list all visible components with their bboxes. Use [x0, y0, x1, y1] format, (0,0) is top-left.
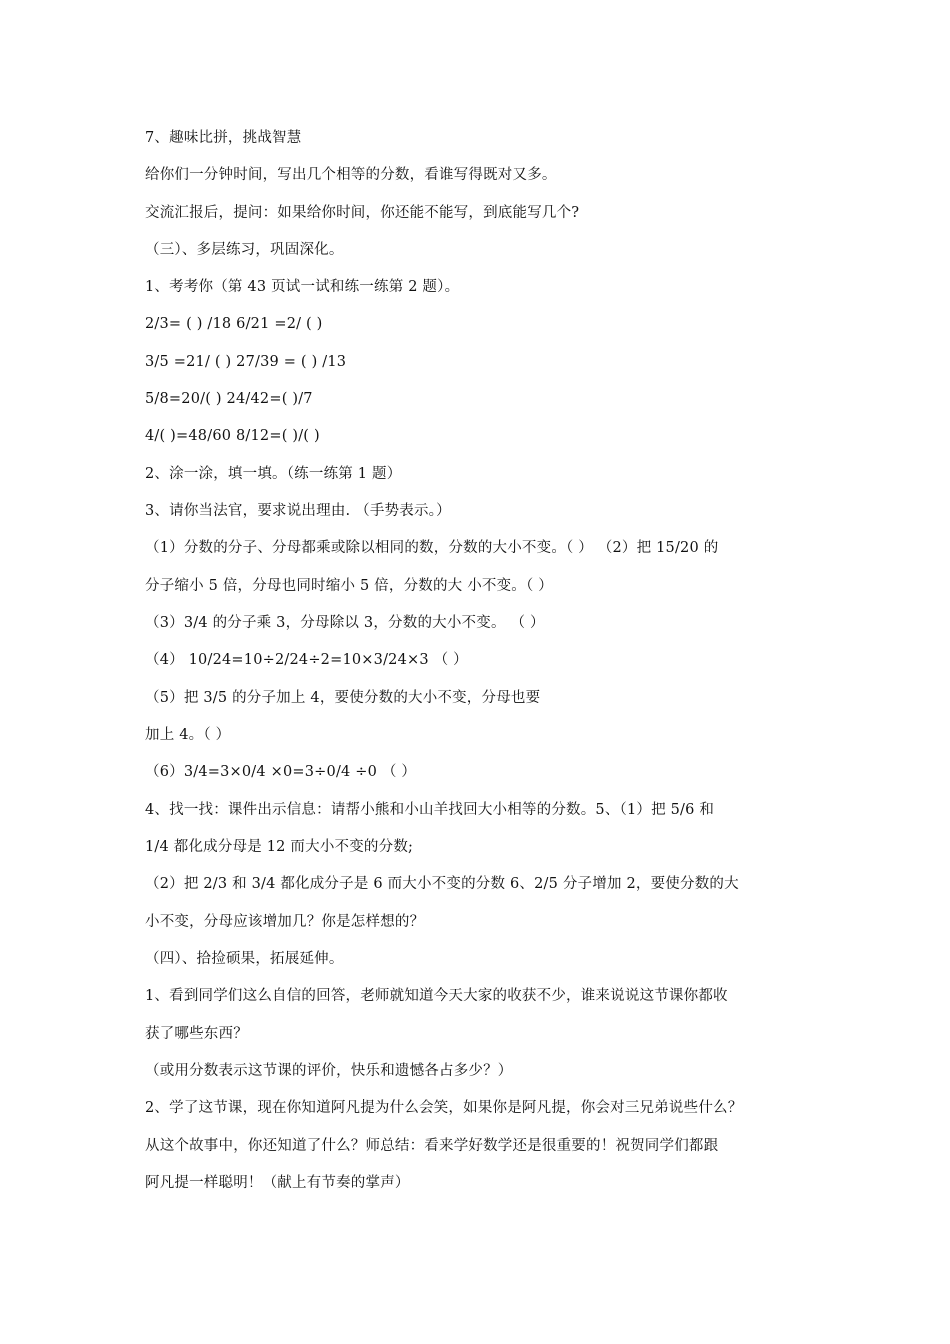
judgement-item: （4） 10/24=10÷2/24÷2=10×3/24×3 （ ） [145, 652, 468, 668]
judgement-item: 加上 4。（ ） [145, 727, 231, 743]
exercise-item: 小不变，分母应该增加几？你是怎样想的？ [145, 914, 425, 930]
equation-line: 3/5 =21/ ( ) 27/39 = ( ) /13 [145, 354, 347, 370]
judgement-item: （6）3/4=3×0/4 ×0=3÷0/4 ÷0 （ ） [145, 764, 417, 780]
exercise-item: （2）把 2/3 和 3/4 都化成分子是 6 而大小不变的分数 6、2/5 分子增加 2，要使分数的大 [145, 876, 739, 892]
paragraph: 1、看到同学们这么自信的回答，老师就知道今天大家的收获不少，谁来说说这节课你都收 [145, 988, 728, 1004]
equation-line: 4/( )=48/60 8/12=( )/( ) [145, 428, 320, 444]
exercise-item: 1/4 都化成分母是 12 而大小不变的分数; [145, 839, 414, 855]
paragraph: 交流汇报后，提问：如果给你时间，你还能不能写，到底能写几个? [145, 205, 580, 221]
paragraph: 获了哪些东西？ [145, 1026, 248, 1042]
exercise-item: 2、涂一涂，填一填。（练一练第 1 题） [145, 466, 402, 482]
paragraph: 阿凡提一样聪明！（献上有节奏的掌声） [145, 1175, 410, 1191]
judgement-item: （1）分数的分子、分母都乘或除以相同的数，分数的大小不变。（ ） （2）把 15/20 的 [145, 540, 719, 556]
paragraph: 2、学了这节课，现在你知道阿凡提为什么会笑，如果你是阿凡提，你会对三兄弟说些什么？ [145, 1100, 743, 1116]
section-heading: 7、趣味比拼，挑战智慧 [145, 130, 302, 146]
exercise-item: 1、考考你（第 43 页试一试和练一练第 2 题）。 [145, 279, 460, 295]
paragraph: 从这个故事中，你还知道了什么？师总结：看来学好数学还是很重要的！祝贺同学们都跟 [145, 1138, 719, 1154]
paragraph: （或用分数表示这节课的评价，快乐和遗憾各占多少？） [145, 1063, 513, 1079]
exercise-item: 4、找一找：课件出示信息：请帮小熊和小山羊找回大小相等的分数。5、（1）把 5/6 和 [145, 802, 715, 818]
judgement-item: （3）3/4 的分子乘 3，分母除以 3，分数的大小不变。 （ ） [145, 615, 545, 631]
equation-line: 5/8=20/( ) 24/42=( )/7 [145, 391, 313, 407]
judgement-item: 分子缩小 5 倍，分母也同时缩小 5 倍，分数的大 小不变。（ ） [145, 578, 553, 594]
paragraph: 给你们一分钟时间，写出几个相等的分数，看谁写得既对又多。 [145, 167, 557, 183]
equation-line: 2/3= ( ) /18 6/21 =2/ ( ) [145, 316, 323, 332]
section-heading: （三）、多层练习，巩固深化。 [145, 242, 344, 258]
section-heading: （四）、拾捡硕果，拓展延伸。 [145, 951, 344, 967]
exercise-item: 3、请你当法官，要求说出理由. （手势表示。） [145, 503, 451, 519]
judgement-item: （5）把 3/5 的分子加上 4，要使分数的大小不变，分母也要 [145, 690, 541, 706]
